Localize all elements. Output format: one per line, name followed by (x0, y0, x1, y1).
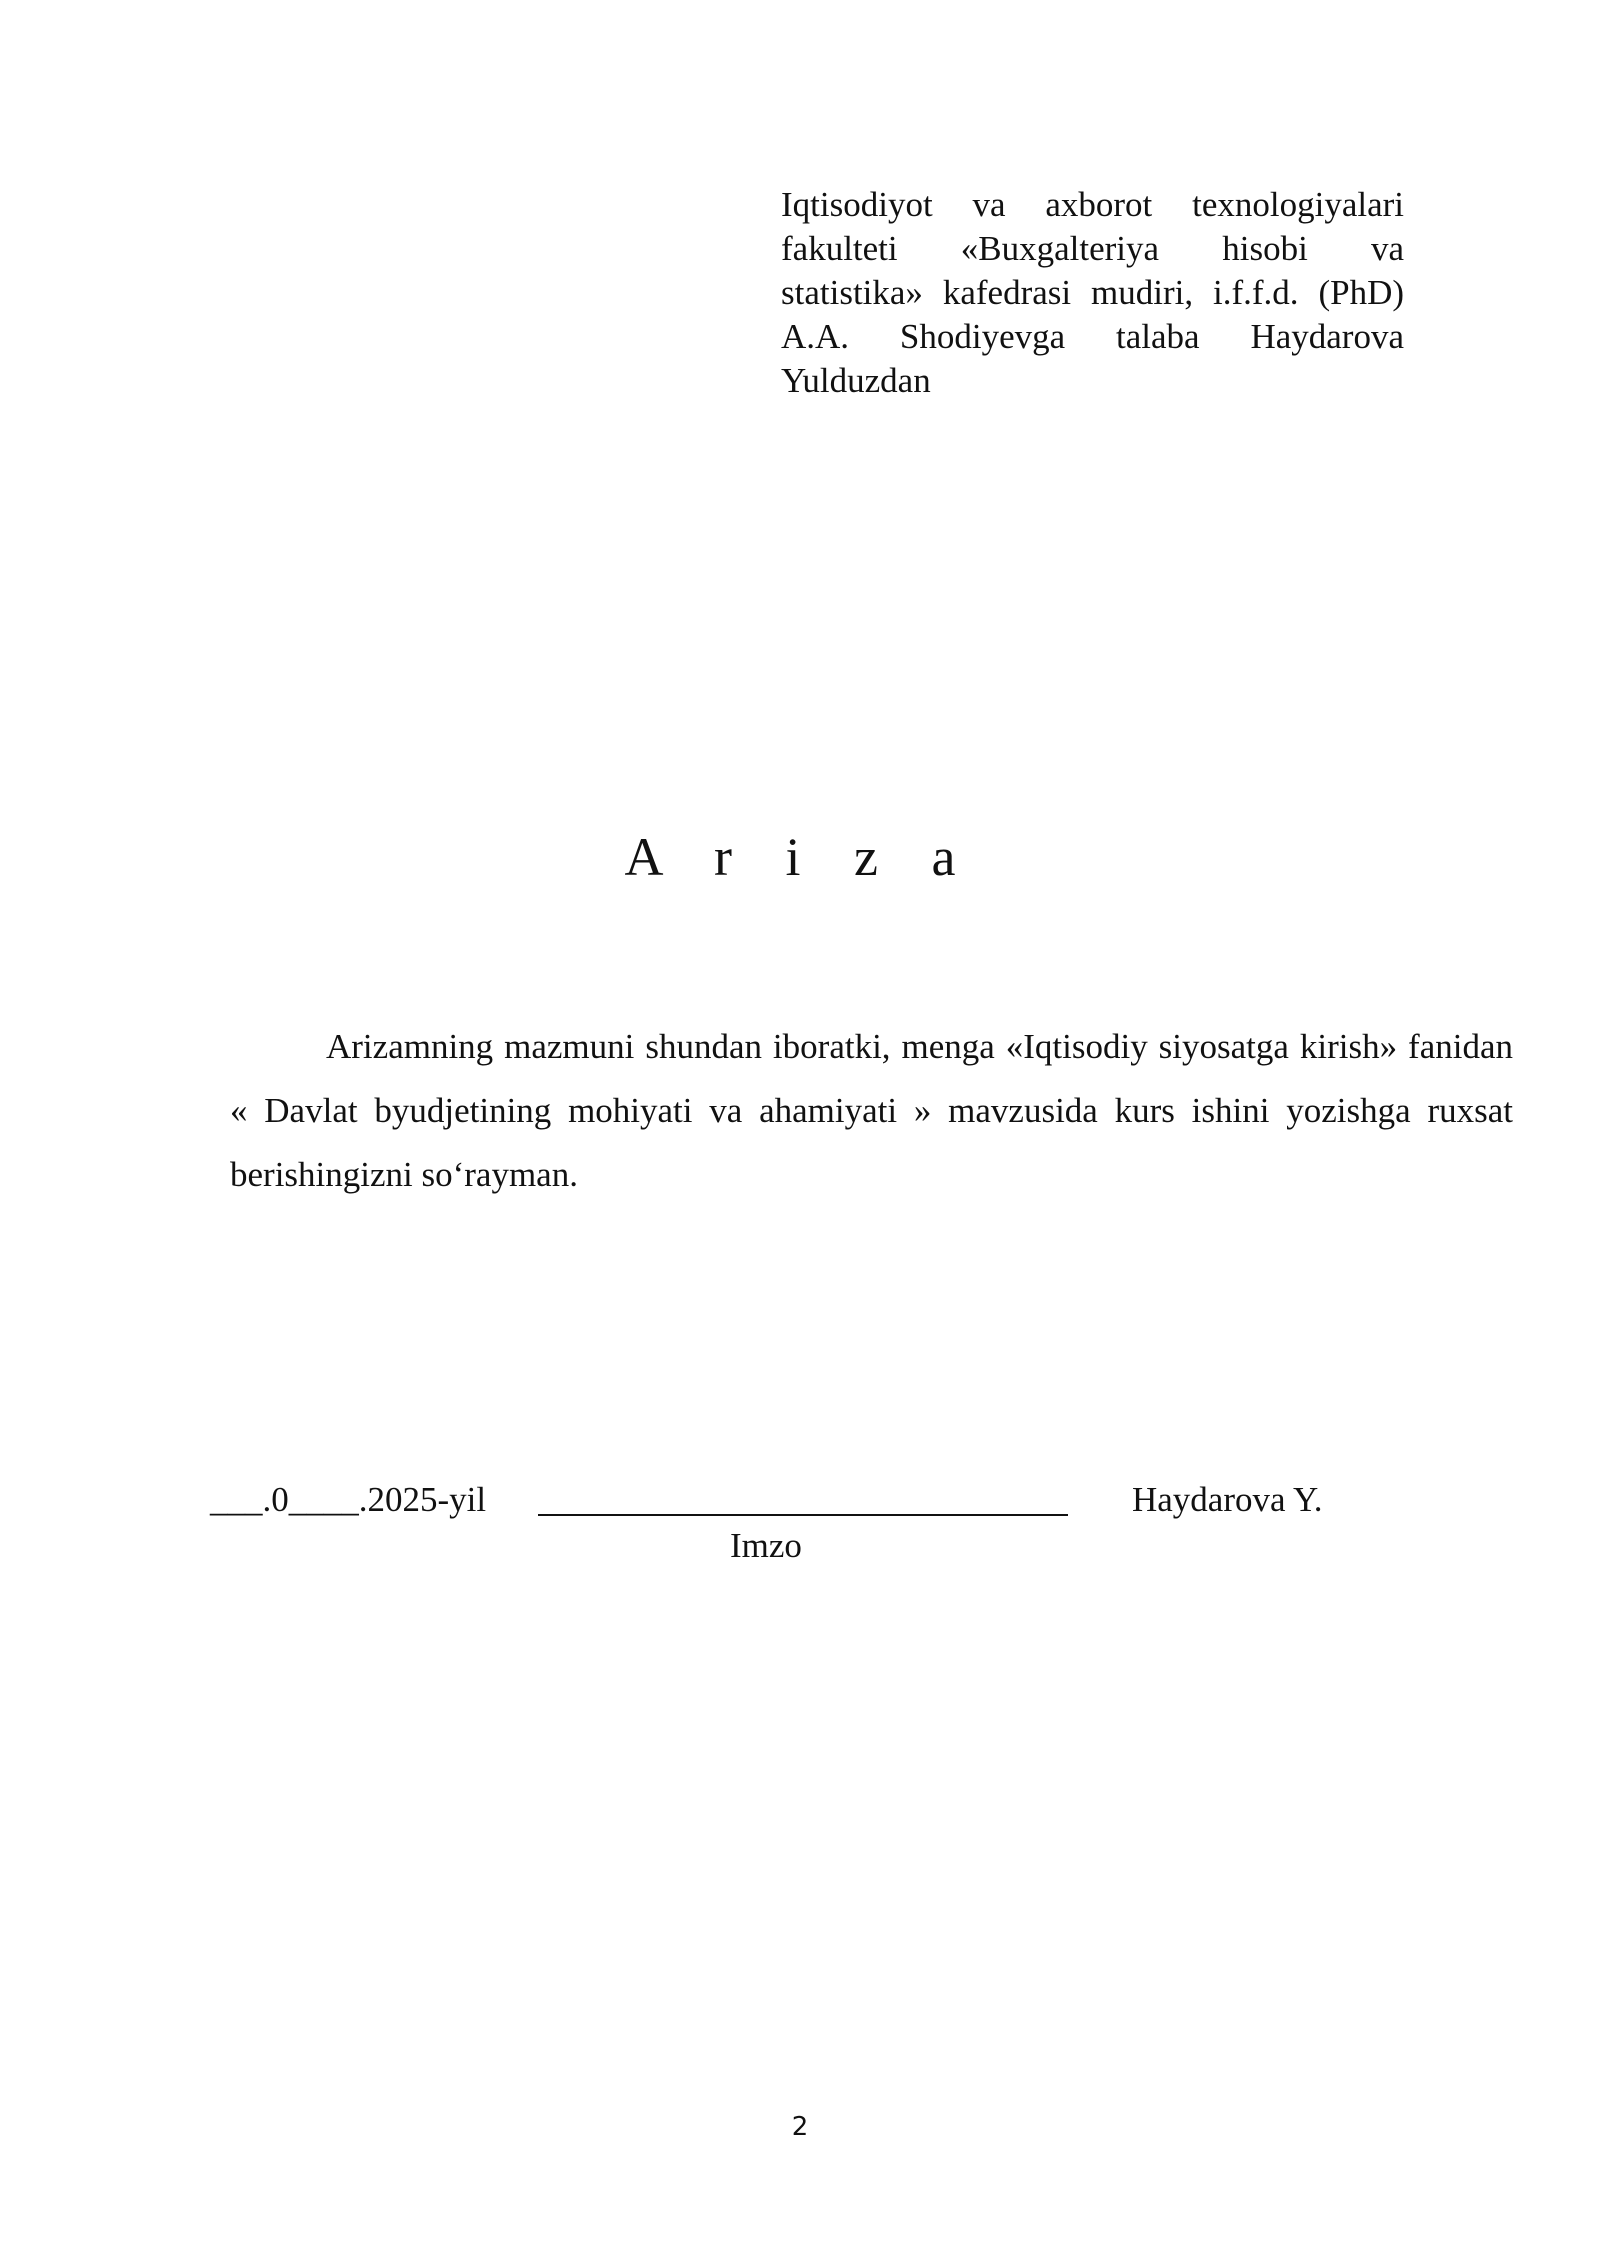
addressee-line-3: statistika» kafedrasi mudiri, i.f.f.d. (PhD) (781, 273, 1404, 312)
document-title: A r i z a (624, 827, 976, 887)
signature-row (0, 1478, 1600, 1528)
signer-name: Haydarova Y. (1132, 1480, 1323, 1519)
addressee-block (781, 183, 1404, 403)
signature-caption: Imzo (730, 1526, 802, 1565)
addressee-line-2: fakulteti «Buxgalteriya hisobi va (781, 229, 1404, 268)
addressee-line-1: Iqtisodiyot va axborot texnologiyalari (781, 185, 1404, 224)
signature-line (538, 1514, 1068, 1516)
addressee-line-4: A.A. Shodiyevga talaba Haydarova (781, 317, 1404, 356)
application-body: Arizamning mazmuni shundan iboratki, menga «Iqtisodiy siyosatga kirish» fanidan « Davlat byudjetining mohiyati va ahamiyati » mavzusida kurs ishini yozishga ruxsat berishingizni so‘rayman. (230, 1027, 1513, 1194)
addressee-line-5: Yulduzdan (781, 361, 931, 400)
page-number: 2 (791, 2112, 809, 2142)
date-field: ___.0____.2025-yil (210, 1480, 487, 1519)
